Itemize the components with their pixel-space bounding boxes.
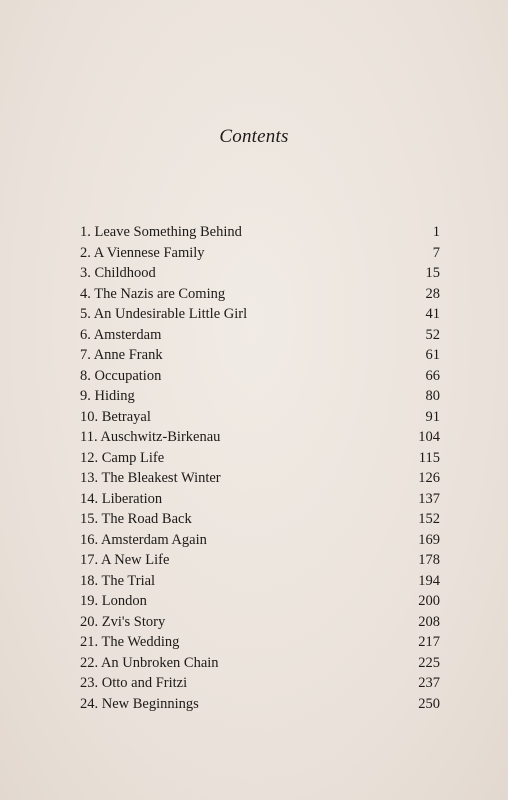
toc-entry (80, 634, 440, 655)
page-number: 91 (425, 408, 440, 425)
chapter-number: 10. (80, 408, 99, 425)
toc-entry-label (80, 614, 165, 631)
toc-entry-label (80, 286, 225, 303)
chapter-number: 15. (80, 511, 99, 527)
chapter-number: 18. (80, 572, 99, 589)
toc-entry-label (80, 429, 220, 446)
toc-entry (80, 368, 440, 389)
toc-entry (80, 306, 440, 327)
toc-entry-label (80, 306, 247, 323)
chapter-number: 14. (80, 490, 99, 507)
chapter-number: 23. (80, 675, 99, 691)
toc-entry (80, 265, 440, 286)
toc-entry (80, 552, 440, 573)
table-of-contents (80, 224, 440, 716)
chapter-number: 19. (80, 593, 99, 609)
chapter-title: Otto and Fritzi (101, 675, 188, 691)
toc-entry-label (80, 552, 169, 569)
chapter-number: 12. (80, 449, 99, 466)
page-number: 52 (425, 326, 440, 343)
chapter-title: Camp Life (101, 449, 165, 466)
toc-entry-label (80, 245, 205, 262)
chapter-number: 20. (80, 613, 99, 630)
toc-entry-label (80, 675, 187, 692)
page-number: 250 (418, 695, 440, 712)
toc-entry-label (80, 511, 192, 528)
page-number: 66 (425, 367, 440, 384)
chapter-title: Auschwitz-Birkenau (100, 429, 221, 445)
page-number: 104 (418, 429, 440, 445)
chapter-number: 13. (80, 470, 99, 486)
toc-entry-label (80, 368, 161, 385)
toc-entry-label (80, 347, 163, 364)
toc-entry (80, 347, 440, 368)
page-number: 7 (432, 244, 440, 261)
page-number: 208 (418, 613, 440, 630)
toc-entry-label (80, 224, 242, 241)
page-number: 169 (418, 531, 440, 548)
toc-entry (80, 409, 440, 430)
chapter-number: 11. (80, 429, 98, 445)
chapter-title: Amsterdam (93, 326, 162, 343)
toc-entry (80, 245, 440, 266)
toc-entry (80, 675, 440, 696)
chapter-number: 3. (80, 265, 91, 281)
chapter-title: An Undesirable Little Girl (93, 306, 248, 322)
toc-entry-label (80, 655, 219, 672)
toc-entry-label (80, 573, 155, 590)
toc-entry-label (80, 593, 147, 610)
toc-entry (80, 450, 440, 471)
chapter-title: Anne Frank (93, 347, 163, 363)
toc-entry-label (80, 327, 161, 344)
toc-entry (80, 470, 440, 491)
toc-entry (80, 491, 440, 512)
chapter-title: Childhood (94, 265, 156, 281)
toc-entry (80, 573, 440, 594)
page-number: 61 (425, 347, 440, 363)
chapter-number: 8. (80, 367, 91, 384)
toc-entry (80, 696, 440, 717)
page-number: 217 (418, 634, 440, 650)
page-number: 41 (425, 306, 440, 322)
toc-entry (80, 286, 440, 307)
toc-entry (80, 614, 440, 635)
toc-entry-label (80, 491, 162, 508)
chapter-number: 5. (80, 306, 91, 322)
toc-entry-label (80, 450, 164, 467)
toc-entry-label (80, 265, 156, 282)
toc-entry-label (80, 634, 179, 651)
chapter-title: Amsterdam Again (100, 531, 207, 548)
toc-entry (80, 532, 440, 553)
chapter-title: London (101, 593, 147, 609)
toc-entry (80, 655, 440, 676)
page-number: 237 (418, 675, 440, 691)
chapter-number: 9. (80, 388, 91, 404)
chapter-title: A New Life (100, 552, 170, 568)
chapter-title: The Road Back (101, 511, 192, 527)
chapter-title: Leave Something Behind (94, 224, 242, 240)
chapter-title: The Wedding (101, 634, 180, 650)
chapter-title: Occupation (94, 367, 162, 384)
page-number: 194 (418, 572, 440, 589)
toc-entry-label (80, 696, 199, 713)
chapter-number: 22. (80, 654, 99, 671)
chapter-title: Zvi's Story (101, 613, 166, 630)
page-number: 178 (418, 552, 440, 568)
chapter-title: The Nazis are Coming (94, 285, 226, 302)
chapter-title: The Trial (101, 572, 156, 589)
chapter-number: 21. (80, 634, 99, 650)
toc-entry (80, 388, 440, 409)
chapter-number: 2. (80, 244, 91, 261)
toc-entry-label (80, 409, 151, 426)
chapter-title: An Unbroken Chain (100, 654, 219, 671)
page-number: 115 (418, 449, 440, 466)
chapter-title: The Bleakest Winter (101, 470, 221, 486)
page-number: 1 (432, 224, 440, 240)
page-number: 80 (425, 388, 440, 404)
toc-entry-label (80, 470, 221, 487)
toc-entry (80, 593, 440, 614)
toc-entry (80, 429, 440, 450)
chapter-title: Liberation (101, 490, 163, 507)
toc-entry-label (80, 388, 135, 405)
chapter-number: 6. (80, 326, 91, 343)
chapter-number: 17. (80, 552, 99, 568)
chapter-number: 4. (80, 285, 91, 302)
toc-entry (80, 511, 440, 532)
toc-entry-label (80, 532, 207, 549)
chapter-number: 24. (80, 695, 99, 712)
page-number: 225 (418, 654, 440, 671)
toc-entry (80, 224, 440, 245)
toc-entry (80, 327, 440, 348)
page-number: 200 (418, 593, 440, 609)
page-number: 126 (418, 470, 440, 486)
chapter-number: 7. (80, 347, 91, 363)
chapter-title: Betrayal (101, 408, 151, 425)
chapter-title: Hiding (94, 388, 135, 404)
chapter-title: New Beginnings (101, 695, 199, 712)
page-number: 28 (425, 285, 440, 302)
page-number: 152 (418, 511, 440, 527)
page-number: 15 (425, 265, 440, 281)
page-title: Contents (219, 126, 289, 147)
chapter-number: 16. (80, 531, 99, 548)
chapter-title: A Viennese Family (93, 244, 205, 261)
page-number: 137 (418, 490, 440, 507)
chapter-number: 1. (80, 224, 91, 240)
